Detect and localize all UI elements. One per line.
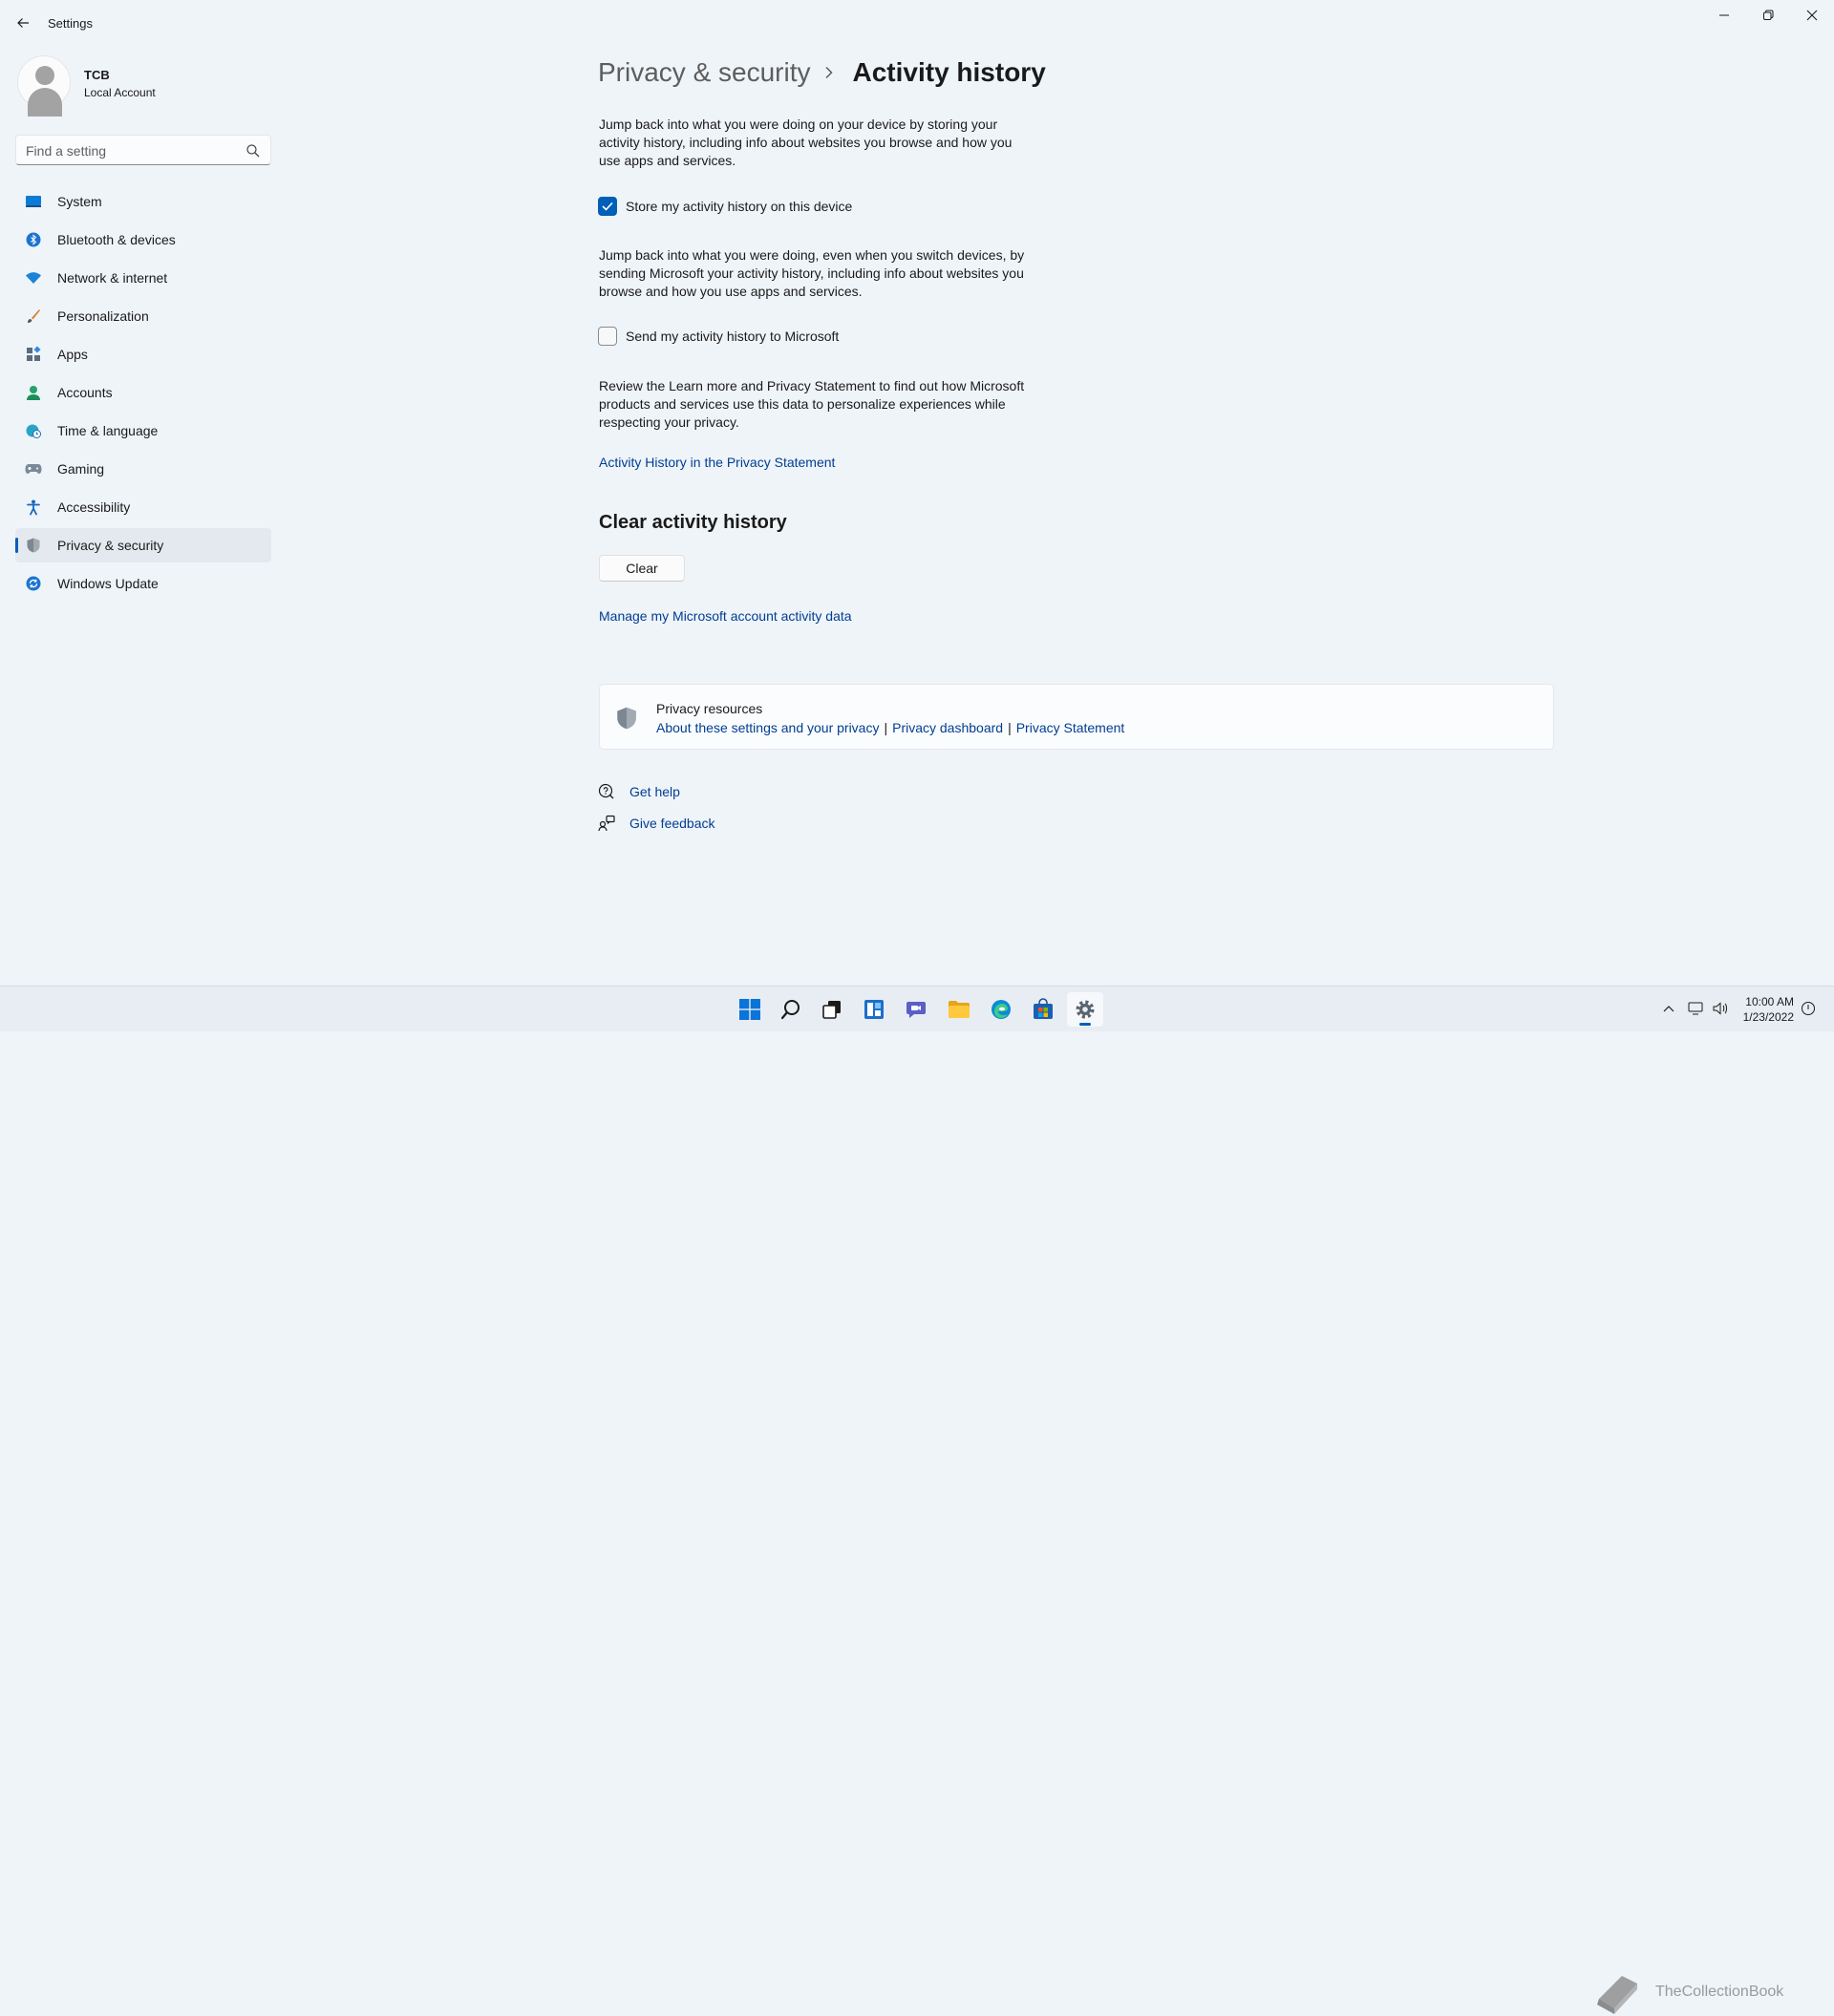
privacy-resources-title: Privacy resources [656,701,763,716]
start-button[interactable] [732,992,768,1027]
taskbar [0,986,1834,2000]
globe-clock-icon [25,422,42,439]
brush-icon [25,308,42,325]
search-icon[interactable] [245,143,261,159]
about-privacy-link[interactable]: About these settings and your privacy [656,720,880,735]
manage-activity-link[interactable]: Manage my Microsoft account activity data [599,608,852,624]
edge-icon [991,999,1012,1020]
sidebar-item-label: Accounts [57,385,113,400]
shield-icon [615,707,638,730]
sidebar-item-label: Windows Update [57,576,159,591]
task-view-button[interactable] [814,992,850,1027]
get-help-link[interactable] [598,781,680,802]
search-icon [780,999,801,1020]
clock-time: 10:00 AM [1745,995,1794,1008]
gamepad-icon [25,460,42,477]
minimize-button[interactable] [1702,0,1746,31]
profile-name: TCB [84,68,110,82]
update-icon [25,575,42,592]
sidebar-item-label: Apps [57,347,88,362]
close-icon [1806,10,1818,21]
bluetooth-icon [25,231,42,248]
store-history-label: Store my activity history on this device [626,199,853,214]
sidebar-item-label: System [57,194,102,209]
minimize-icon [1718,10,1730,21]
checkbox-checked-icon [598,197,617,216]
edge-button[interactable] [983,992,1019,1027]
sidebar-item-windows-update[interactable] [15,566,271,601]
chevron-right-icon [824,66,838,79]
sidebar-item-bluetooth[interactable] [15,223,271,257]
link-separator: | [1008,720,1012,735]
store-icon [1033,999,1054,1020]
chevron-up-icon[interactable] [1660,1000,1677,1017]
chat-button[interactable] [898,992,934,1027]
apps-icon [25,346,42,363]
taskbar-search-button[interactable] [773,992,809,1027]
back-arrow-icon [16,16,30,30]
sidebar-item-privacy-security[interactable] [15,528,271,562]
store-history-checkbox[interactable] [598,196,852,217]
privacy-statement-link[interactable]: Activity History in the Privacy Statement [599,455,836,470]
checkbox-unchecked-icon [598,327,617,346]
user-profile[interactable] [17,55,275,111]
privacy-dashboard-link[interactable]: Privacy dashboard [892,720,1004,735]
breadcrumb [598,53,1046,92]
clock[interactable] [1743,994,1794,1025]
sidebar-item-gaming[interactable] [15,452,271,486]
clock-date: 1/23/2022 [1742,1010,1794,1024]
sidebar-item-label: Privacy & security [57,538,164,553]
file-explorer-button[interactable] [941,992,977,1027]
privacy-resources-card [599,684,1554,750]
book-watermark-icon [1593,1970,1643,2016]
notification-icon[interactable] [1800,1000,1817,1017]
search-box [15,135,271,165]
account-icon [25,384,42,401]
restore-icon [1762,10,1774,21]
page-title: Activity history [852,57,1046,87]
feedback-icon [598,815,615,832]
sidebar-item-label: Gaming [57,461,105,477]
sidebar-item-label: Time & language [57,423,159,438]
send-history-label: Send my activity history to Microsoft [626,329,840,344]
give-feedback-label: Give feedback [629,816,715,831]
give-feedback-link[interactable] [598,813,715,834]
breadcrumb-parent[interactable]: Privacy & security [598,57,811,87]
sidebar-item-personalization[interactable] [15,299,271,333]
profile-account-type: Local Account [84,86,156,99]
help-chat-icon [598,783,615,800]
clear-button[interactable]: Clear [599,555,685,582]
widgets-button[interactable] [856,992,892,1027]
search-input[interactable] [26,141,236,160]
network-tray-icon[interactable] [1687,1000,1704,1017]
get-help-label: Get help [629,784,680,799]
sidebar-item-accessibility[interactable] [15,490,271,524]
settings-icon [1075,999,1096,1020]
review-description: Review the Learn more and Privacy Statement to find out how Microsoft products and services use this data to personalize experiences while respecting your privacy. [599,378,1025,430]
back-button[interactable] [11,10,34,36]
sidebar-item-accounts[interactable] [15,375,271,410]
teams-chat-icon [906,999,927,1020]
sidebar-item-system[interactable] [15,184,271,219]
send-history-checkbox[interactable] [598,326,839,347]
shield-icon [25,537,42,554]
volume-icon[interactable] [1712,1000,1729,1017]
sidebar-item-network[interactable] [15,261,271,295]
privacy-statement-resource-link[interactable]: Privacy Statement [1015,720,1125,735]
file-explorer-icon [948,1000,970,1019]
avatar [17,55,71,109]
close-button[interactable] [1790,0,1834,31]
system-icon [25,193,42,210]
sidebar-item-label: Personalization [57,308,149,324]
sidebar-item-label: Bluetooth & devices [57,232,176,247]
settings-taskbar-button[interactable] [1067,992,1103,1027]
store-button[interactable] [1025,992,1061,1027]
task-view-icon [821,1000,842,1019]
sidebar-item-apps[interactable] [15,337,271,371]
restore-button[interactable] [1746,0,1790,31]
intro-description: Jump back into what you were doing on your device by storing your activity history, including info about websites you browse and how you use apps and services. [599,117,1013,168]
wifi-icon [25,269,42,286]
sidebar-item-label: Network & internet [57,270,168,286]
windows-start-icon [739,999,760,1020]
title-bar [0,0,1834,46]
sidebar-nav [15,184,271,605]
watermark-text: TheCollectionBook [1655,1984,1784,2000]
send-description: Jump back into what you were doing, even when you switch devices, by sending Microsoft your activity history, including info about websites you browse and how you use apps and services. [599,247,1025,299]
sidebar-item-time-language[interactable] [15,414,271,448]
privacy-resources-links [656,720,1124,735]
widgets-icon [864,999,885,1020]
accessibility-icon [25,499,42,516]
link-separator: | [884,720,888,735]
clear-section-title: Clear activity history [599,512,787,533]
app-title: Settings [48,16,93,31]
sidebar-item-label: Accessibility [57,499,131,515]
